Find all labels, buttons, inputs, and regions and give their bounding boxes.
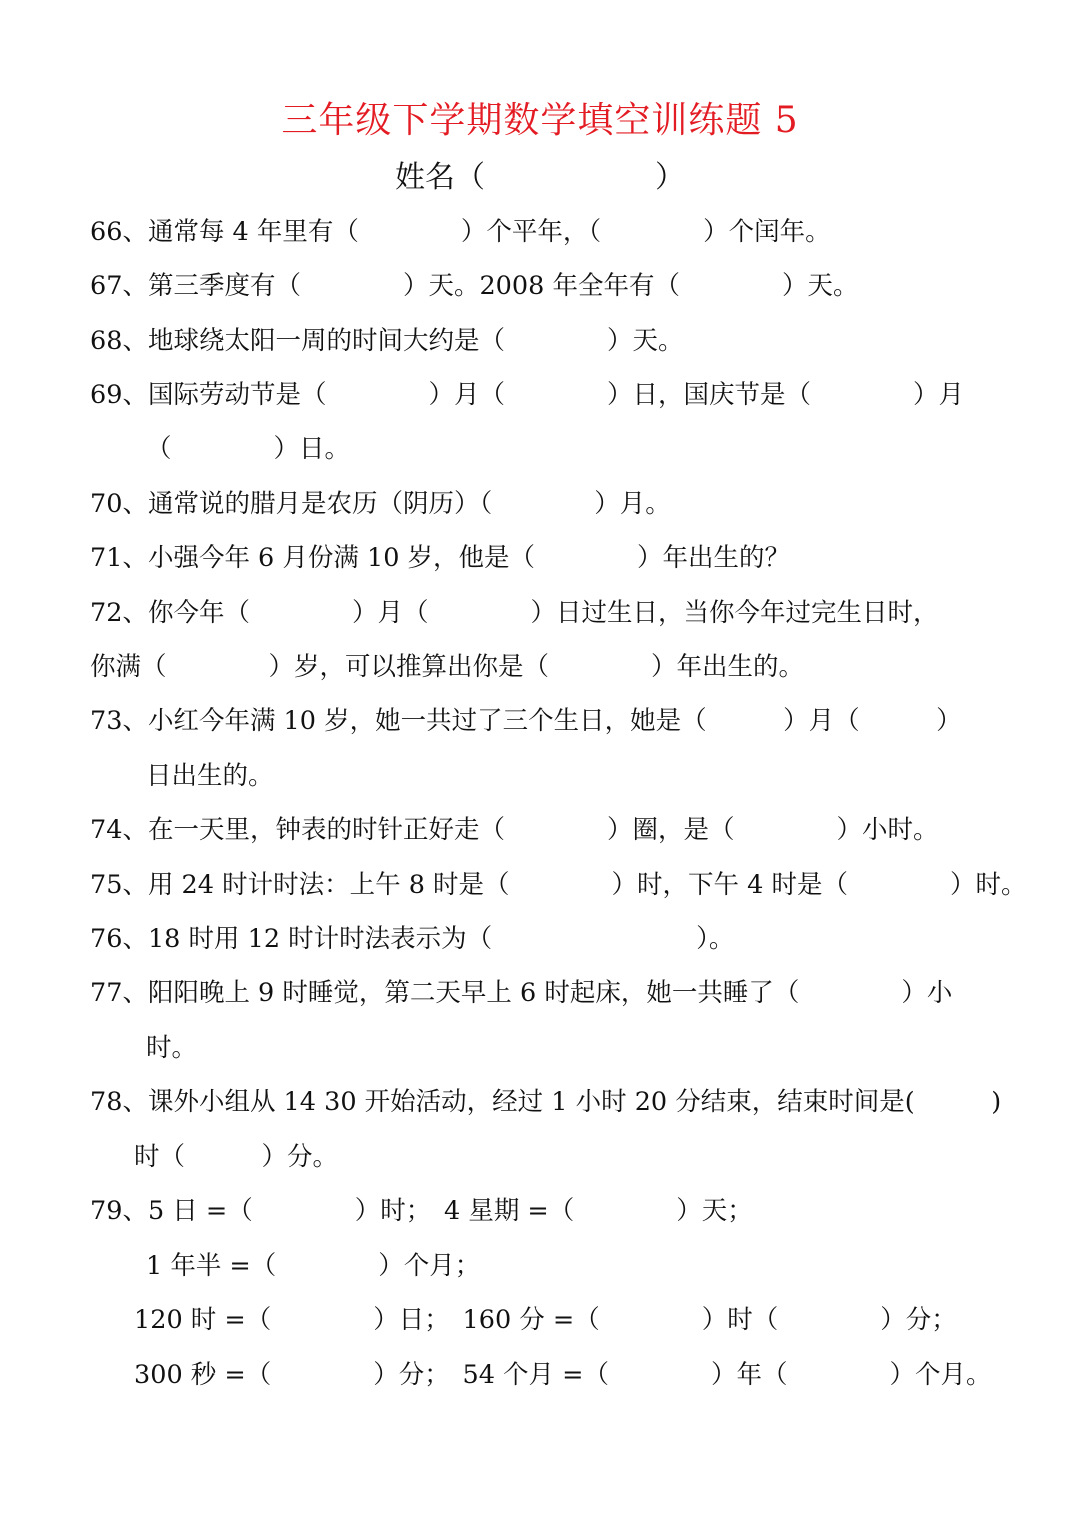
question-69: 69、国际劳动节是（ ）月（ ）日，国庆节是（ ）月 [90, 380, 964, 410]
question-71: 71、小强今年 6 月份满 10 岁，他是（ ）年出生的？ [90, 543, 791, 573]
question-75: 75、用 24 时计时法：上午 8 时是（ ）时，下午 4 时是（ ）时。 [90, 870, 1027, 900]
question-67: 67、第三季度有（ ）天。2008 年全年有（ ）天。 [90, 271, 859, 301]
question-79-line2: 1 年半 =（ ）个月； [146, 1251, 481, 1281]
name-close: ） [655, 160, 685, 195]
question-76: 76、18 时用 12 时计时法表示为（ ）。 [90, 924, 735, 954]
question-73: 73、小红今年满 10 岁，她一共过了三个生日，她是（ ）月（ ） [90, 706, 962, 736]
question-79-line3: 120 时 =（ ）日； 160 分 =（ ）时（ ）分； [134, 1305, 957, 1335]
question-78: 78、课外小组从 14 30 开始活动，经过 1 小时 20 分结束，结束时间是( ) [90, 1087, 1002, 1117]
question-79: 79、5 日 =（ ）时； 4 星期 =（ ）天； [90, 1196, 753, 1226]
question-73-cont: 日出生的。 [146, 761, 274, 791]
page-title: 三年级下学期数学填空训练题 5 [281, 100, 799, 141]
name-field[interactable] [0, 152, 1080, 196]
question-68: 68、地球绕太阳一周的时间大约是（ ）天。 [90, 326, 684, 356]
question-69-cont: （ ）日。 [146, 434, 351, 464]
question-66: 66、通常每 4 年里有（ ）个平年，（ ）个闰年。 [90, 217, 831, 247]
question-72: 72、你今年（ ）月（ ）日过生日，当你今年过完生日时， [90, 598, 939, 628]
question-72-cont: 你满（ ）岁，可以推算出你是（ ）年出生的。 [90, 652, 805, 682]
question-77: 77、阳阳晚上 9 时睡觉，第二天早上 6 时起床，她一共睡了（ ）小 [90, 978, 953, 1008]
question-79-line4: 300 秒 =（ ）分； 54 个月 =（ ）年（ ）个月。 [134, 1360, 992, 1390]
question-77-cont: 时。 [146, 1033, 198, 1063]
question-74: 74、在一天里，钟表的时针正好走（ ）圈，是（ ）小时。 [90, 815, 939, 845]
question-78-cont: 时（ ）分。 [134, 1142, 339, 1172]
name-label: 姓名（ [395, 160, 485, 195]
question-70: 70、通常说的腊月是农历（阴历）（ ）月。 [90, 489, 671, 519]
